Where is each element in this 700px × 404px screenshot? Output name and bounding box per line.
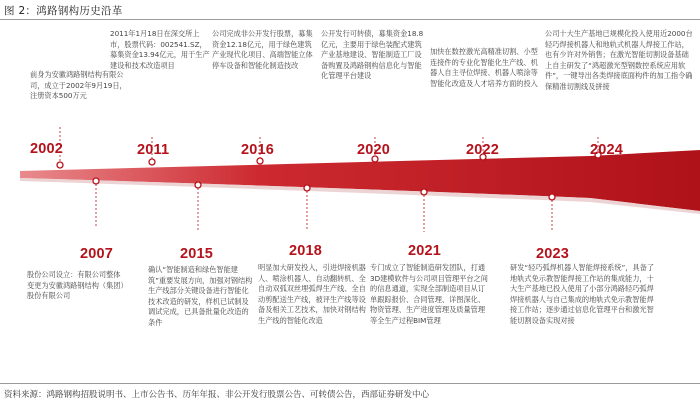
year-2015: 2015 <box>180 246 214 262</box>
milestone-2002-text: 前身为安徽鸿路钢结构有限公司，成立于2002年9月19日，注册资本500万元 <box>30 70 127 101</box>
year-2022: 2022 <box>466 142 500 158</box>
year-2020: 2020 <box>357 142 391 158</box>
milestone-2018-text: 明显加大研发投入，引进焊接机器人、喷涂机器人、自动翻转机、全自动双弧双丝埋弧焊生产线、全自动剪配送生产线，被评生产线等设备及相关工艺技术，加快对钢结构生产线的智能化改造 <box>258 263 366 325</box>
connector-2015 <box>195 182 201 230</box>
year-2016: 2016 <box>241 142 275 158</box>
footer-divider <box>0 383 700 384</box>
milestone-2007-text: 股份公司设立：有限公司整体变更为安徽鸿路钢结构（集团）股份有限公司 <box>27 270 125 301</box>
year-2018: 2018 <box>289 243 323 259</box>
year-2007: 2007 <box>80 246 114 262</box>
source-note: 资料来源：鸿路钢构招股说明书、上市公告书、历年年报、非公开发行股票公告、可转债公告，西部证券研发中心 <box>4 390 430 400</box>
figure-title: 图 2：鸿路钢构历史沿革 <box>4 5 123 17</box>
milestone-2023-text: 研发“轻巧弧焊机器人智能焊接系统”，具备了地轨式免示教智能焊接工作站的集成能力，十大生产基地已投入使用了小部分鸿路轻巧弧焊焊接机器人与自己集成的地轨式免示教智能焊接工作站；逐步通过信息化管理平台和激光智能切割设备实现对接 <box>510 263 655 325</box>
year-2023: 2023 <box>536 246 570 262</box>
connector-2018 <box>304 185 310 230</box>
milestone-2015-text: 确认“智能制造和绿色智能建筑”重要发展方向，加强对钢结构生产线部分关键设备进行智能化技术改造的研发，样机已试制及调试完成，已具备批量化改造的条件 <box>148 265 253 327</box>
milestone-2024-text: 公司十大生产基地已规模化投入使用近2000台轻巧焊接机器人和地轨式机器人焊接工作站，也有少许对外销售；在激光智能切割设备基础上自主研发了“鸿超激光型钢数控系统应用软件”，一键导出各类焊接底面构件的加工指令确保精准切割线及拼接 <box>545 29 693 91</box>
milestone-2016-text: 公司完成非公开发行股票，募集资金12.18亿元，用于绿色建筑产业现代化项目、高端智能立体停车设备和智能化制造技改 <box>212 29 313 70</box>
year-2021: 2021 <box>408 243 442 259</box>
year-2002: 2002 <box>30 141 64 157</box>
milestone-2011-text: 2011年1月18日在深交所上市，股票代码：002541.SZ，募集资金13.94亿元，用于生产建设和技术改造项目 <box>110 29 210 70</box>
milestone-2021-text: 专门成立了智能制造研发团队，打通3D建模软件与公司项目管理平台之间的信息通道，实现全部制造项目从订单跟踪报价、合同管理、详图深化、物资管理、生产进度管理及质量管理等全生产过程BIM管理 <box>370 263 488 325</box>
year-2011: 2011 <box>137 142 170 158</box>
year-2024: 2024 <box>590 142 624 158</box>
connector-2007 <box>93 178 99 228</box>
connector-2021 <box>421 189 427 232</box>
milestone-2020-text: 公开发行可转债，募集资金18.8亿元，主要用于绿色装配式建筑产业基地建设、智能制造工厂设备购置及鸿路钢构信息化与智能化管理平台建设 <box>321 29 424 81</box>
connector-2023 <box>549 194 555 232</box>
milestone-2022-text: 加快在数控激光高精准切割、小型连接件的专业化智能化生产线、机器人自主寻位焊接、机器人喷涂等智能化改造及人才培养方面的投入 <box>430 47 538 88</box>
